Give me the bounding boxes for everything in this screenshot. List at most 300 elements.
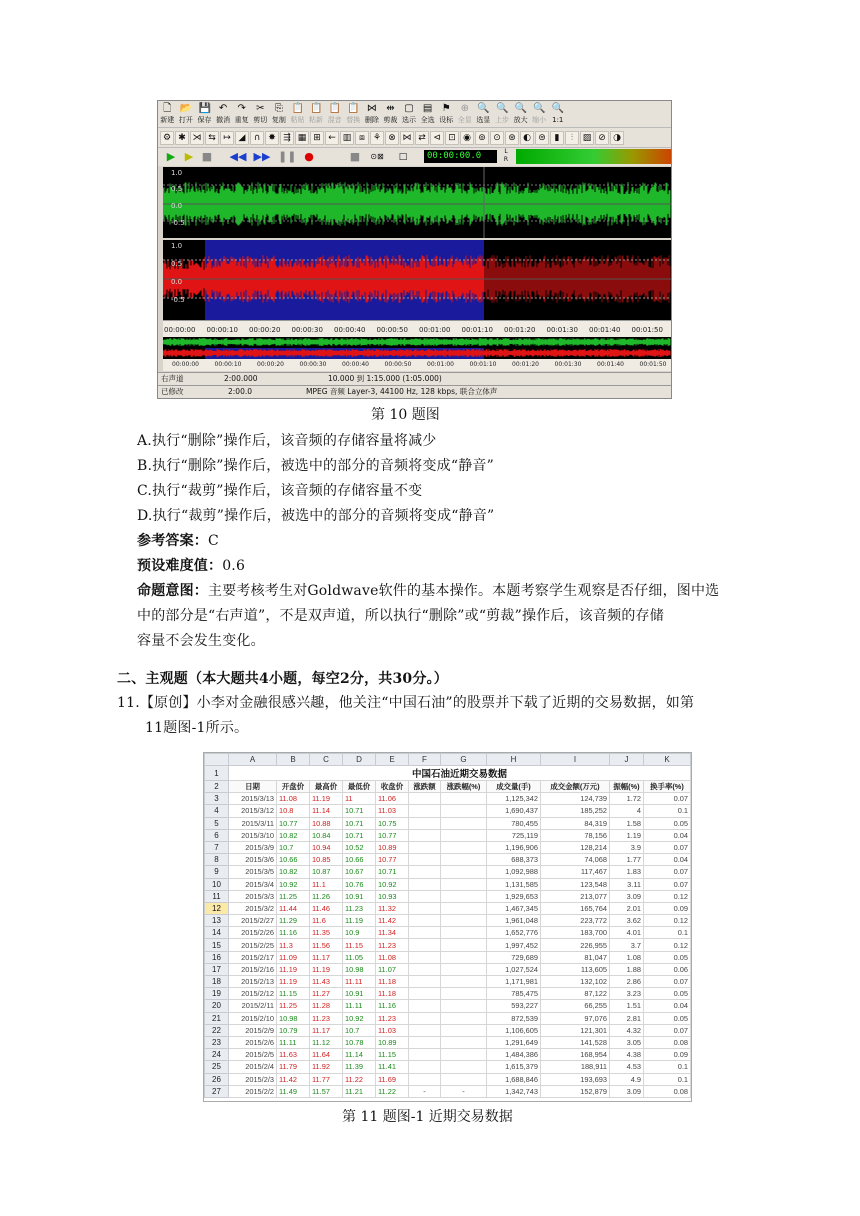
table-cell[interactable] xyxy=(441,1036,487,1048)
table-cell[interactable]: 152,879 xyxy=(541,1085,610,1097)
header-cell[interactable]: 成交金额(万元) xyxy=(541,781,610,793)
table-cell[interactable]: 11.16 xyxy=(277,927,310,939)
table-cell[interactable]: 97,076 xyxy=(541,1012,610,1024)
table-cell[interactable]: 1,615,379 xyxy=(487,1061,541,1073)
table-cell[interactable]: 11.41 xyxy=(376,1061,409,1073)
table-cell[interactable]: 2015/3/4 xyxy=(229,878,277,890)
table-cell[interactable]: 2015/2/17 xyxy=(229,951,277,963)
row-header[interactable]: 13 xyxy=(205,915,229,927)
table-cell[interactable]: 11.6 xyxy=(310,915,343,927)
table-cell[interactable]: 0.05 xyxy=(644,817,691,829)
table-cell[interactable]: 11.27 xyxy=(310,988,343,1000)
table-cell[interactable]: 10.89 xyxy=(376,841,409,853)
device-controls-icon[interactable]: ⊙⊠ xyxy=(370,152,384,161)
table-cell[interactable]: 10.71 xyxy=(343,829,376,841)
table-cell[interactable]: 593,227 xyxy=(487,1000,541,1012)
table-cell[interactable]: - xyxy=(441,1085,487,1097)
toolbar-button-set-marker[interactable] xyxy=(437,101,456,127)
effect-icon[interactable]: ▨ xyxy=(580,131,594,145)
effect-icon[interactable]: ✱ xyxy=(175,131,189,145)
column-header[interactable] xyxy=(205,754,229,766)
table-cell[interactable] xyxy=(409,841,441,853)
table-cell[interactable]: 10.71 xyxy=(376,866,409,878)
table-cell[interactable]: 1.83 xyxy=(610,866,644,878)
row-header[interactable]: 8 xyxy=(205,854,229,866)
effect-icon[interactable]: ∩ xyxy=(250,131,264,145)
table-cell[interactable]: 11.17 xyxy=(310,951,343,963)
table-cell[interactable] xyxy=(409,805,441,817)
table-cell[interactable] xyxy=(409,915,441,927)
row-header[interactable]: 20 xyxy=(205,1000,229,1012)
table-cell[interactable]: 128,214 xyxy=(541,841,610,853)
table-cell[interactable]: 0.05 xyxy=(644,1012,691,1024)
header-cell[interactable]: 换手率(%) xyxy=(644,781,691,793)
table-cell[interactable] xyxy=(409,829,441,841)
header-cell[interactable]: 收盘价 xyxy=(376,781,409,793)
table-cell[interactable]: 1,291,649 xyxy=(487,1036,541,1048)
table-cell[interactable]: 11.29 xyxy=(277,915,310,927)
table-cell[interactable]: 3.23 xyxy=(610,988,644,1000)
row-header[interactable]: 18 xyxy=(205,976,229,988)
table-cell[interactable]: 10.76 xyxy=(343,878,376,890)
table-cell[interactable]: 2015/3/10 xyxy=(229,829,277,841)
table-cell[interactable] xyxy=(441,1012,487,1024)
play-selection-icon[interactable]: ▶ xyxy=(184,150,194,163)
effect-icon[interactable]: ⊜ xyxy=(535,131,549,145)
row-header[interactable]: 19 xyxy=(205,988,229,1000)
toolbar-button-zoom-in[interactable] xyxy=(511,101,530,127)
table-cell[interactable]: 11.79 xyxy=(277,1061,310,1073)
table-cell[interactable]: 1,929,653 xyxy=(487,890,541,902)
table-cell[interactable]: 3.7 xyxy=(610,939,644,951)
table-cell[interactable]: 11.32 xyxy=(376,902,409,914)
table-cell[interactable]: 0.07 xyxy=(644,1024,691,1036)
table-cell[interactable]: 2015/2/3 xyxy=(229,1073,277,1085)
toolbar-button-mix[interactable] xyxy=(325,101,344,127)
table-cell[interactable] xyxy=(441,1000,487,1012)
table-cell[interactable]: 3.05 xyxy=(610,1036,644,1048)
table-cell[interactable] xyxy=(409,817,441,829)
table-cell[interactable]: 11.14 xyxy=(310,805,343,817)
table-cell[interactable] xyxy=(441,793,487,805)
table-cell[interactable]: 11.18 xyxy=(376,976,409,988)
table-cell[interactable]: 2015/3/2 xyxy=(229,902,277,914)
effect-icon[interactable]: ⊗ xyxy=(385,131,399,145)
effect-icon[interactable]: ⊙ xyxy=(490,131,504,145)
effect-icon[interactable]: ✸ xyxy=(265,131,279,145)
table-cell[interactable]: 2015/3/9 xyxy=(229,841,277,853)
toolbar-button-replace[interactable] xyxy=(344,101,363,127)
table-cell[interactable]: 11.42 xyxy=(277,1073,310,1085)
table-cell[interactable]: 11.46 xyxy=(310,902,343,914)
header-cell[interactable]: 开盘价 xyxy=(277,781,310,793)
table-cell[interactable]: 2015/2/6 xyxy=(229,1036,277,1048)
table-cell[interactable]: 0.07 xyxy=(644,841,691,853)
table-cell[interactable]: 11.1 xyxy=(310,878,343,890)
row-header[interactable]: 24 xyxy=(205,1049,229,1061)
table-cell[interactable] xyxy=(441,939,487,951)
table-cell[interactable]: 11.64 xyxy=(310,1049,343,1061)
table-cell[interactable]: 11.03 xyxy=(376,805,409,817)
toolbar-button-paste[interactable] xyxy=(288,101,307,127)
table-cell[interactable]: 123,548 xyxy=(541,878,610,890)
table-cell[interactable] xyxy=(409,1012,441,1024)
table-cell[interactable]: 11.22 xyxy=(343,1073,376,1085)
effect-icon[interactable]: ⊞ xyxy=(310,131,324,145)
table-cell[interactable]: 3.09 xyxy=(610,1085,644,1097)
table-cell[interactable] xyxy=(441,976,487,988)
table-cell[interactable]: 2015/3/6 xyxy=(229,854,277,866)
row-header[interactable]: 25 xyxy=(205,1061,229,1073)
header-cell[interactable]: 振幅(%) xyxy=(610,781,644,793)
table-cell[interactable]: 688,373 xyxy=(487,854,541,866)
table-cell[interactable]: 10.66 xyxy=(277,854,310,866)
table-cell[interactable] xyxy=(409,951,441,963)
table-cell[interactable] xyxy=(409,1000,441,1012)
toolbar-button-copy[interactable] xyxy=(270,101,289,127)
table-cell[interactable]: 66,255 xyxy=(541,1000,610,1012)
table-cell[interactable]: 1.51 xyxy=(610,1000,644,1012)
fast-forward-icon[interactable]: ▶▶ xyxy=(253,150,271,163)
table-cell[interactable] xyxy=(441,1061,487,1073)
table-cell[interactable]: 1,690,437 xyxy=(487,805,541,817)
table-cell[interactable] xyxy=(441,878,487,890)
table-cell[interactable]: 729,689 xyxy=(487,951,541,963)
row-header[interactable]: 6 xyxy=(205,829,229,841)
table-cell[interactable]: 1,131,585 xyxy=(487,878,541,890)
table-cell[interactable]: 10.52 xyxy=(343,841,376,853)
table-cell[interactable]: 2015/2/25 xyxy=(229,939,277,951)
left-channel-waveform[interactable] xyxy=(163,167,671,238)
row-header[interactable]: 14 xyxy=(205,927,229,939)
table-cell[interactable]: 2015/2/2 xyxy=(229,1085,277,1097)
table-cell[interactable]: 11.16 xyxy=(376,1000,409,1012)
table-cell[interactable]: 11.3 xyxy=(277,939,310,951)
row-header[interactable]: 10 xyxy=(205,878,229,890)
table-cell[interactable] xyxy=(409,988,441,1000)
effect-icon[interactable]: ← xyxy=(325,131,339,145)
table-cell[interactable]: 2015/2/27 xyxy=(229,915,277,927)
table-cell[interactable]: 10.77 xyxy=(376,854,409,866)
table-cell[interactable] xyxy=(441,902,487,914)
effect-icon[interactable]: ⇄ xyxy=(415,131,429,145)
column-header[interactable]: C xyxy=(310,754,343,766)
toolbar-button-zoom-out[interactable] xyxy=(530,101,549,127)
table-cell[interactable]: 0.1 xyxy=(644,927,691,939)
table-cell[interactable]: 0.05 xyxy=(644,951,691,963)
row-header[interactable]: 7 xyxy=(205,841,229,853)
table-cell[interactable]: 10.78 xyxy=(343,1036,376,1048)
table-cell[interactable]: 2015/3/12 xyxy=(229,805,277,817)
table-cell[interactable]: 10.7 xyxy=(343,1024,376,1036)
table-cell[interactable]: 10.67 xyxy=(343,866,376,878)
row-header[interactable]: 3 xyxy=(205,793,229,805)
column-header[interactable]: F xyxy=(409,754,441,766)
table-cell[interactable]: 11.19 xyxy=(277,963,310,975)
table-cell[interactable]: 121,301 xyxy=(541,1024,610,1036)
table-cell[interactable]: 2015/3/3 xyxy=(229,890,277,902)
table-cell[interactable]: 2015/2/16 xyxy=(229,963,277,975)
table-cell[interactable]: 1,125,342 xyxy=(487,793,541,805)
table-cell[interactable] xyxy=(409,1036,441,1048)
table-cell[interactable]: 2015/2/26 xyxy=(229,927,277,939)
table-cell[interactable]: 0.07 xyxy=(644,976,691,988)
sheet-title[interactable]: 中国石油近期交易数据 xyxy=(229,766,691,781)
table-cell[interactable]: 10.75 xyxy=(376,817,409,829)
effect-icon[interactable]: ⚙ xyxy=(160,131,174,145)
table-cell[interactable]: 11.05 xyxy=(343,951,376,963)
table-cell[interactable]: 165,764 xyxy=(541,902,610,914)
table-cell[interactable]: 10.77 xyxy=(376,829,409,841)
window-icon[interactable]: □ xyxy=(398,152,408,162)
table-cell[interactable]: 1.19 xyxy=(610,829,644,841)
column-header[interactable]: I xyxy=(541,754,610,766)
effect-icon[interactable]: ⇆ xyxy=(205,131,219,145)
table-cell[interactable] xyxy=(441,951,487,963)
table-cell[interactable]: 11.08 xyxy=(376,951,409,963)
toolbar-button-new-file[interactable] xyxy=(158,101,177,127)
table-cell[interactable]: 2.81 xyxy=(610,1012,644,1024)
table-cell[interactable]: 11.43 xyxy=(310,976,343,988)
effect-icon[interactable]: ▦ xyxy=(295,131,309,145)
table-cell[interactable]: 2015/2/4 xyxy=(229,1061,277,1073)
table-cell[interactable]: 10.7 xyxy=(277,841,310,853)
table-cell[interactable]: 117,467 xyxy=(541,866,610,878)
effect-icon[interactable]: ⧈ xyxy=(355,131,369,145)
table-cell[interactable]: 11.39 xyxy=(343,1061,376,1073)
effect-icon[interactable]: ◐ xyxy=(520,131,534,145)
row-header[interactable]: 4 xyxy=(205,805,229,817)
table-cell[interactable]: 1,027,524 xyxy=(487,963,541,975)
table-cell[interactable]: 4.9 xyxy=(610,1073,644,1085)
table-cell[interactable]: 1,467,345 xyxy=(487,902,541,914)
table-cell[interactable] xyxy=(441,927,487,939)
table-cell[interactable]: 11.06 xyxy=(376,793,409,805)
table-cell[interactable]: 0.08 xyxy=(644,1036,691,1048)
table-cell[interactable]: 78,156 xyxy=(541,829,610,841)
table-cell[interactable]: 11.25 xyxy=(277,1000,310,1012)
table-cell[interactable]: 1,961,048 xyxy=(487,915,541,927)
table-cell[interactable]: 10.82 xyxy=(277,866,310,878)
effect-icon[interactable]: ⊲ xyxy=(430,131,444,145)
table-cell[interactable]: 11.28 xyxy=(310,1000,343,1012)
table-cell[interactable]: 1,997,452 xyxy=(487,939,541,951)
table-cell[interactable]: 725,119 xyxy=(487,829,541,841)
table-cell[interactable] xyxy=(409,1024,441,1036)
column-header[interactable]: K xyxy=(644,754,691,766)
row-header[interactable]: 23 xyxy=(205,1036,229,1048)
table-cell[interactable]: 2015/2/13 xyxy=(229,976,277,988)
table-cell[interactable]: 2015/3/13 xyxy=(229,793,277,805)
table-cell[interactable]: 10.98 xyxy=(277,1012,310,1024)
table-cell[interactable]: 11.35 xyxy=(310,927,343,939)
table-cell[interactable]: 0.04 xyxy=(644,1000,691,1012)
table-cell[interactable]: 168,954 xyxy=(541,1049,610,1061)
table-cell[interactable]: 0.07 xyxy=(644,866,691,878)
effect-icon[interactable]: ⊡ xyxy=(445,131,459,145)
table-cell[interactable] xyxy=(409,939,441,951)
table-cell[interactable]: 10.85 xyxy=(310,854,343,866)
table-cell[interactable]: 10.93 xyxy=(376,890,409,902)
row-header[interactable]: 26 xyxy=(205,1073,229,1085)
table-cell[interactable]: 2.86 xyxy=(610,976,644,988)
table-cell[interactable]: 188,911 xyxy=(541,1061,610,1073)
table-cell[interactable]: 2015/2/9 xyxy=(229,1024,277,1036)
table-cell[interactable]: 193,693 xyxy=(541,1073,610,1085)
table-cell[interactable]: 10.88 xyxy=(310,817,343,829)
table-cell[interactable] xyxy=(409,866,441,878)
table-cell[interactable]: 11.23 xyxy=(310,1012,343,1024)
table-cell[interactable]: 10.91 xyxy=(343,890,376,902)
effect-icon[interactable]: ◉ xyxy=(460,131,474,145)
table-cell[interactable]: 141,528 xyxy=(541,1036,610,1048)
table-cell[interactable]: 226,955 xyxy=(541,939,610,951)
table-cell[interactable]: 10.94 xyxy=(310,841,343,853)
overview-waveform[interactable] xyxy=(163,337,671,359)
effect-icon[interactable]: ↦ xyxy=(220,131,234,145)
table-cell[interactable]: 3.9 xyxy=(610,841,644,853)
table-cell[interactable]: 3.11 xyxy=(610,878,644,890)
table-cell[interactable]: 11.25 xyxy=(277,890,310,902)
table-cell[interactable]: 4.01 xyxy=(610,927,644,939)
row-header[interactable]: 9 xyxy=(205,866,229,878)
table-cell[interactable]: 0.12 xyxy=(644,915,691,927)
effect-icon[interactable]: ◢ xyxy=(235,131,249,145)
table-cell[interactable]: 185,252 xyxy=(541,805,610,817)
table-cell[interactable]: 11.44 xyxy=(277,902,310,914)
effect-icon[interactable]: ⋈ xyxy=(400,131,414,145)
effect-icon[interactable]: ⊘ xyxy=(595,131,609,145)
table-cell[interactable]: 1.08 xyxy=(610,951,644,963)
column-header[interactable]: H xyxy=(487,754,541,766)
effect-icon[interactable]: ◑ xyxy=(610,131,624,145)
toolbar-button-zoom-reset[interactable] xyxy=(548,101,567,127)
toolbar-button-show-all[interactable] xyxy=(456,101,475,127)
table-cell[interactable]: 132,102 xyxy=(541,976,610,988)
table-cell[interactable]: 1,196,906 xyxy=(487,841,541,853)
table-cell[interactable]: 11.09 xyxy=(277,951,310,963)
header-cell[interactable]: 日期 xyxy=(229,781,277,793)
table-cell[interactable]: 1.77 xyxy=(610,854,644,866)
table-cell[interactable]: 11 xyxy=(343,793,376,805)
effect-icon[interactable]: ⇶ xyxy=(280,131,294,145)
table-cell[interactable]: 84,319 xyxy=(541,817,610,829)
table-cell[interactable]: 11.92 xyxy=(310,1061,343,1073)
table-cell[interactable]: 0.07 xyxy=(644,878,691,890)
table-cell[interactable] xyxy=(441,829,487,841)
column-header[interactable]: B xyxy=(277,754,310,766)
table-cell[interactable]: 872,539 xyxy=(487,1012,541,1024)
table-cell[interactable]: 0.08 xyxy=(644,1085,691,1097)
table-cell[interactable]: 11.77 xyxy=(310,1073,343,1085)
table-cell[interactable]: 11.11 xyxy=(277,1036,310,1048)
table-cell[interactable]: 74,068 xyxy=(541,854,610,866)
table-cell[interactable]: 11.21 xyxy=(343,1085,376,1097)
table-cell[interactable]: 213,077 xyxy=(541,890,610,902)
toolbar-button-undo[interactable] xyxy=(214,101,233,127)
table-cell[interactable] xyxy=(441,1024,487,1036)
table-cell[interactable]: 11.03 xyxy=(376,1024,409,1036)
table-cell[interactable]: 0.06 xyxy=(644,963,691,975)
table-cell[interactable]: 11.15 xyxy=(376,1049,409,1061)
column-header[interactable]: G xyxy=(441,754,487,766)
table-cell[interactable]: 10.79 xyxy=(277,1024,310,1036)
header-cell[interactable]: 成交量(手) xyxy=(487,781,541,793)
table-cell[interactable]: 1,342,743 xyxy=(487,1085,541,1097)
header-cell[interactable]: 最低价 xyxy=(343,781,376,793)
table-cell[interactable]: 0.09 xyxy=(644,1049,691,1061)
table-cell[interactable] xyxy=(409,890,441,902)
table-cell[interactable]: 11.11 xyxy=(343,976,376,988)
table-cell[interactable]: 223,772 xyxy=(541,915,610,927)
table-cell[interactable]: 11.49 xyxy=(277,1085,310,1097)
table-cell[interactable] xyxy=(441,988,487,1000)
table-cell[interactable] xyxy=(441,866,487,878)
table-cell[interactable]: 113,605 xyxy=(541,963,610,975)
table-cell[interactable]: 11.14 xyxy=(343,1049,376,1061)
table-cell[interactable]: 11.23 xyxy=(376,939,409,951)
row-header[interactable]: 5 xyxy=(205,817,229,829)
toolbar-button-redo[interactable] xyxy=(232,101,251,127)
table-cell[interactable]: 11.08 xyxy=(277,793,310,805)
row-header[interactable]: 11 xyxy=(205,890,229,902)
table-cell[interactable] xyxy=(441,1049,487,1061)
table-cell[interactable]: 11.17 xyxy=(310,1024,343,1036)
table-cell[interactable]: 11.42 xyxy=(376,915,409,927)
table-cell[interactable]: 10.89 xyxy=(376,1036,409,1048)
table-cell[interactable]: 10.9 xyxy=(343,927,376,939)
header-cell[interactable]: 涨跌幅(%) xyxy=(441,781,487,793)
rewind-icon[interactable]: ◀◀ xyxy=(229,150,247,163)
table-cell[interactable]: 11.19 xyxy=(310,963,343,975)
table-cell[interactable]: 10.71 xyxy=(343,805,376,817)
row-header[interactable]: 1 xyxy=(205,766,229,781)
table-cell[interactable] xyxy=(441,915,487,927)
table-cell[interactable]: 11.22 xyxy=(376,1085,409,1097)
table-cell[interactable]: 1,484,386 xyxy=(487,1049,541,1061)
table-cell[interactable]: 4 xyxy=(610,805,644,817)
stop-icon[interactable]: ■ xyxy=(201,150,213,163)
table-cell[interactable]: 0.1 xyxy=(644,1061,691,1073)
row-header[interactable]: 15 xyxy=(205,939,229,951)
row-header[interactable]: 2 xyxy=(205,781,229,793)
table-cell[interactable]: 10.71 xyxy=(343,817,376,829)
toolbar-button-paste-new[interactable] xyxy=(307,101,326,127)
column-header[interactable]: E xyxy=(376,754,409,766)
table-cell[interactable]: 4.38 xyxy=(610,1049,644,1061)
table-cell[interactable]: 0.05 xyxy=(644,988,691,1000)
toolbar-button-zoom-previous[interactable] xyxy=(493,101,512,127)
table-cell[interactable]: 10.92 xyxy=(343,1012,376,1024)
right-channel-waveform[interactable] xyxy=(163,240,671,320)
table-cell[interactable]: 3.09 xyxy=(610,890,644,902)
table-cell[interactable]: 0.1 xyxy=(644,805,691,817)
table-cell[interactable] xyxy=(409,927,441,939)
table-cell[interactable]: 785,475 xyxy=(487,988,541,1000)
table-cell[interactable]: 2015/3/5 xyxy=(229,866,277,878)
header-cell[interactable]: 涨跌额 xyxy=(409,781,441,793)
table-cell[interactable]: 11.57 xyxy=(310,1085,343,1097)
table-cell[interactable]: 0.1 xyxy=(644,1073,691,1085)
table-cell[interactable] xyxy=(409,902,441,914)
table-cell[interactable] xyxy=(409,1049,441,1061)
column-header[interactable]: A xyxy=(229,754,277,766)
table-cell[interactable]: 11.34 xyxy=(376,927,409,939)
effect-icon[interactable]: ▮ xyxy=(550,131,564,145)
row-header[interactable]: 21 xyxy=(205,1012,229,1024)
table-cell[interactable]: 11.07 xyxy=(376,963,409,975)
table-cell[interactable]: 0.04 xyxy=(644,829,691,841)
